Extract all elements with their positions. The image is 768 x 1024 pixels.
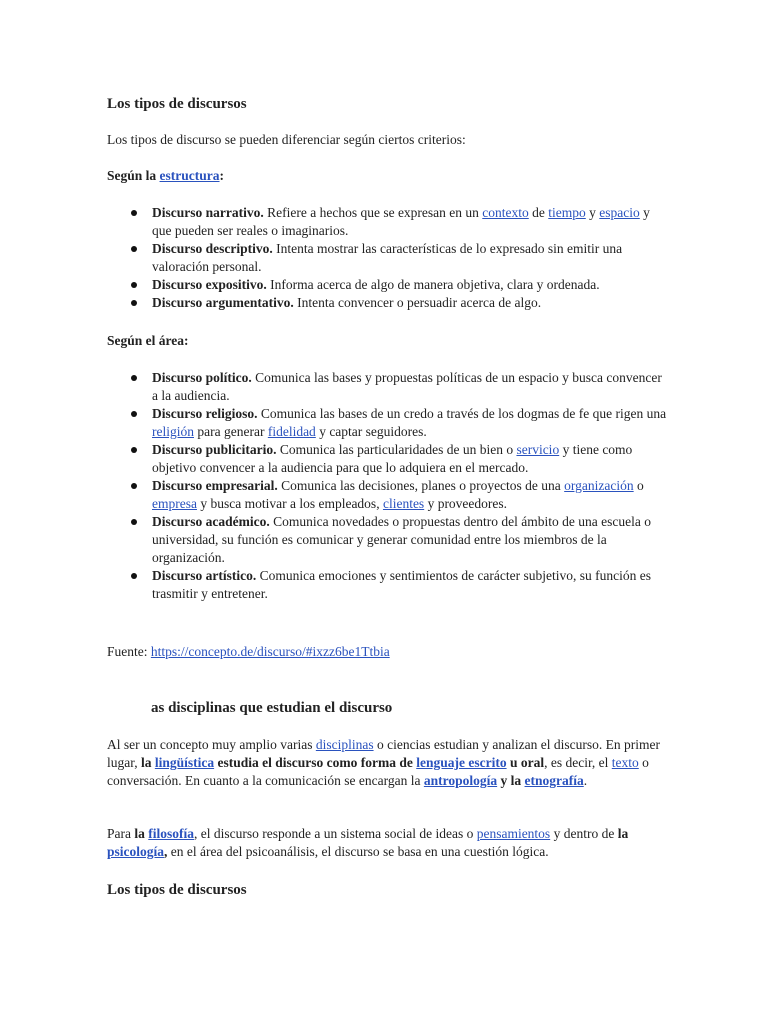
source-line: Fuente: https://concepto.de/discurso/#ixzz6be1Ttbia (107, 644, 390, 659)
area-list (107, 369, 667, 603)
estructura-link[interactable]: estructura (159, 168, 220, 183)
antropologia-link[interactable]: antropología (423, 773, 498, 788)
list-item: Discurso académico. Comunica novedades o propuestas dentro del ámbito de una escuela o universidad, su función es comunicar y generar comunidad entre los miembros de la organización. (107, 513, 667, 567)
section-title: Los tipos de discursos (107, 96, 247, 112)
tiempo-link[interactable]: tiempo (548, 205, 586, 220)
filosofia-link[interactable]: filosofía (148, 826, 195, 841)
list-item: Discurso político. Comunica las bases y propuestas políticas de un espacio y busca convencer a la audiencia. (107, 369, 667, 405)
religion-link[interactable]: religión (152, 424, 194, 439)
disciplinas-link[interactable]: disciplinas (315, 737, 374, 752)
intro-paragraph: Los tipos de discurso se pueden diferenciar según ciertos criterios: (107, 132, 466, 147)
filosofia-paragraph: Para la filosofía, el discurso responde a un sistema social de ideas o pensamientos y dentro de la psicología, en el área del psicoanálisis, el discurso se basa en una cuestión lógica. (107, 826, 629, 859)
source-link[interactable]: https://concepto.de/discurso/#ixzz6be1Ttbia (150, 644, 390, 659)
estructura-list (107, 204, 667, 312)
pensamientos-link[interactable]: pensamientos (476, 826, 551, 841)
disciplinas-paragraph: Al ser un concepto muy amplio varias disciplinas o ciencias estudian y analizan el discurso. En primer lugar, la lingüística estudia el discurso como forma de lenguaje escrito u oral, es decir, el texto o conversación. En cuanto a la comunicación se encargan la antropología y la etnografía. (107, 737, 660, 788)
area-heading: Según el área: (107, 333, 189, 348)
section-title: as disciplinas que estudian el discurso (151, 700, 393, 716)
linguistica-link[interactable]: lingüística (154, 755, 215, 770)
list-item: Discurso publicitario. Comunica las particularidades de un bien o servicio y tiene como objetivo convencer a la audiencia para que lo adquiera en el mercado. (107, 441, 667, 477)
espacio-link[interactable]: espacio (599, 205, 640, 220)
list-item: Discurso empresarial. Comunica las decisiones, planes o proyectos de una organización o empresa y busca motivar a los empleados, clientes y proveedores. (107, 477, 667, 513)
list-item: Discurso narrativo. Refiere a hechos que se expresan en un contexto de tiempo y espacio y que pueden ser reales o imaginarios. (107, 204, 667, 240)
lenguaje-escrito-link[interactable]: lenguaje escrito (416, 755, 507, 770)
fidelidad-link[interactable]: fidelidad (267, 424, 316, 439)
section-title: Los tipos de discursos (107, 882, 247, 898)
empresa-link[interactable]: empresa (152, 496, 197, 511)
list-item: Discurso expositivo. Informa acerca de algo de manera objetiva, clara y ordenada. (107, 276, 667, 294)
servicio-link[interactable]: servicio (516, 442, 560, 457)
organizacion-link[interactable]: organización (564, 478, 634, 493)
clientes-link[interactable]: clientes (382, 496, 425, 511)
psicologia-link[interactable]: psicología (107, 844, 165, 859)
contexto-link[interactable]: contexto (482, 205, 529, 220)
list-item: Discurso argumentativo. Intenta convencer o persuadir acerca de algo. (107, 294, 667, 312)
texto-link[interactable]: texto (611, 755, 639, 770)
list-item: Discurso descriptivo. Intenta mostrar las características de lo expresado sin emitir una valoración personal. (107, 240, 667, 276)
list-item: Discurso artístico. Comunica emociones y sentimientos de carácter subjetivo, su función es trasmitir y entretener. (107, 567, 667, 603)
estructura-heading: Según la estructura: (107, 168, 225, 183)
etnografia-link[interactable]: etnografía (524, 773, 584, 788)
list-item: Discurso religioso. Comunica las bases de un credo a través de los dogmas de fe que rigen una religión para generar fidelidad y captar seguidores. (107, 405, 667, 441)
